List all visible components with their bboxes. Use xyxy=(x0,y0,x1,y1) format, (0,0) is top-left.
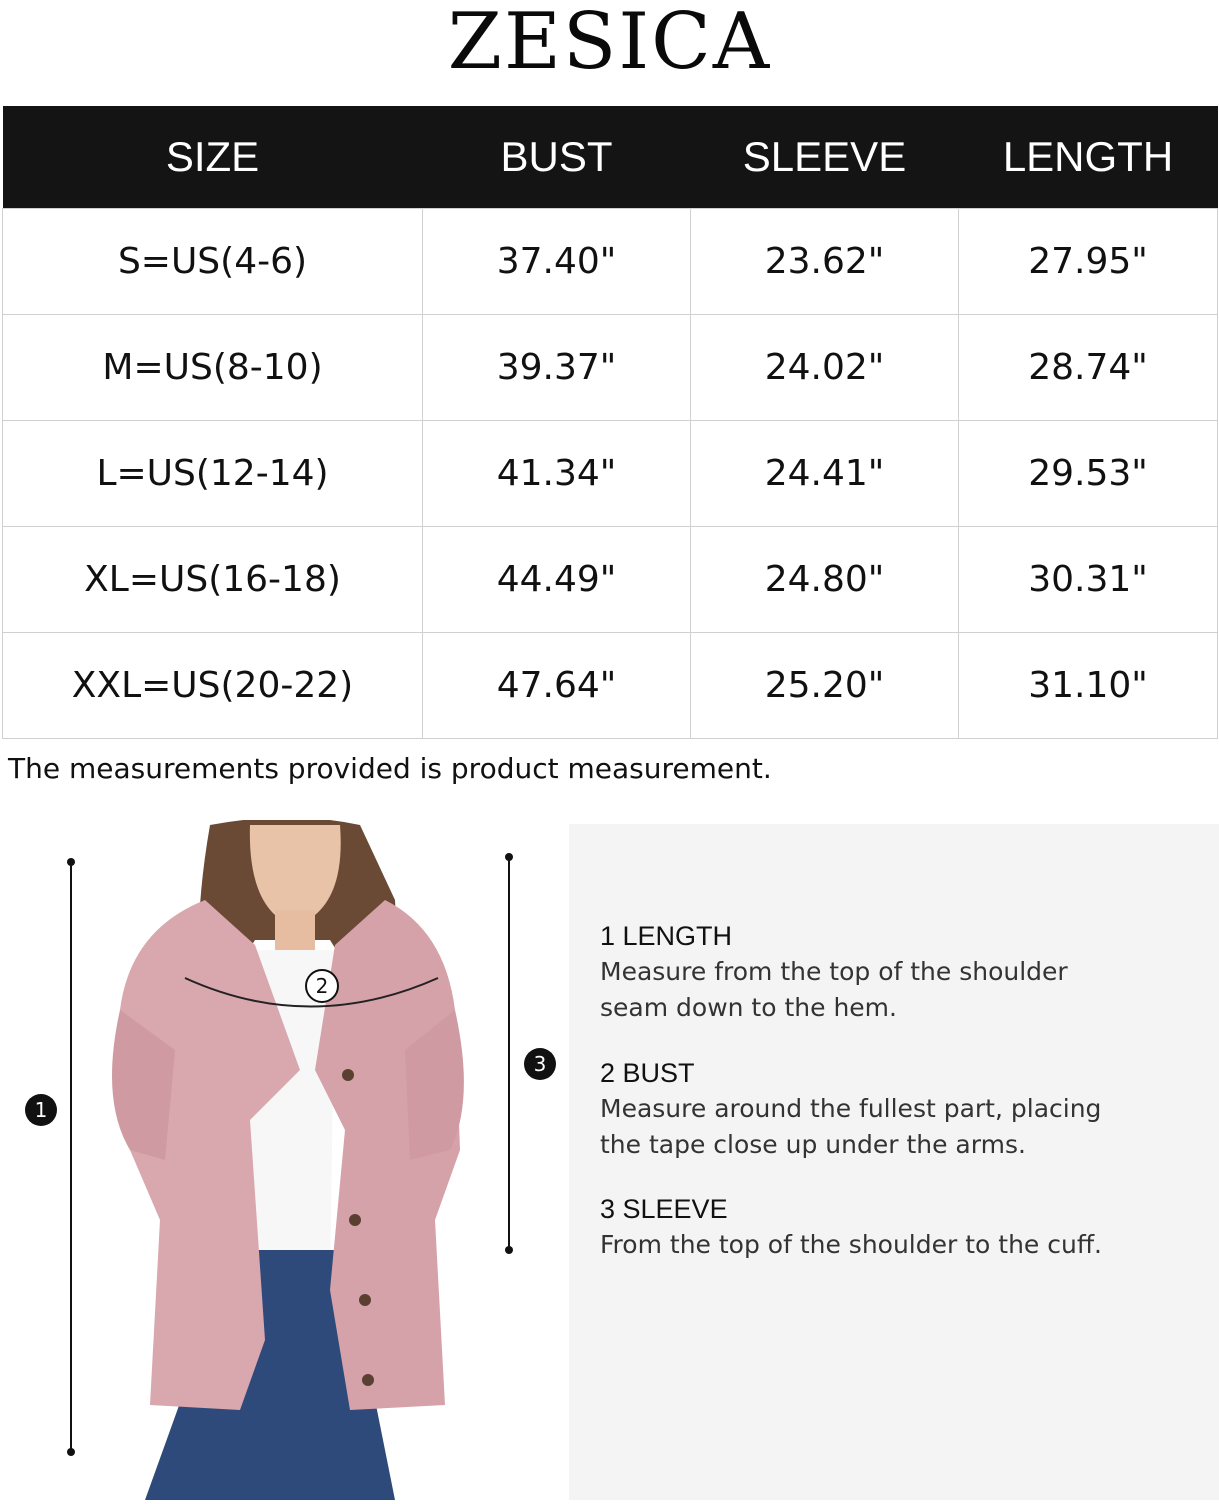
sleeve-guide xyxy=(600,1191,1102,1263)
header-bust: BUST xyxy=(423,106,691,209)
button-shape xyxy=(342,1069,354,1081)
length-guide-text-2: seam down to the hem. xyxy=(600,993,897,1022)
bust-guide-text-1: Measure around the fullest part, placing xyxy=(600,1094,1102,1123)
table-row xyxy=(3,633,1218,739)
sleeve-line-end xyxy=(505,853,513,861)
length-guide-text-1: Measure from the top of the shoulder xyxy=(600,957,1068,986)
length-line-end xyxy=(67,858,75,866)
length-cell: 31.10" xyxy=(959,633,1218,739)
length-line-end xyxy=(67,1448,75,1456)
bust-cell: 37.40" xyxy=(423,209,691,315)
sleeve-marker: 3 xyxy=(524,1048,556,1080)
neck-shape xyxy=(275,910,315,950)
sleeve-cell: 23.62" xyxy=(691,209,959,315)
size-cell: S=US(4-6) xyxy=(3,209,423,315)
length-guide-title: 1 LENGTH xyxy=(600,921,733,951)
bust-guide-title: 2 BUST xyxy=(600,1058,695,1088)
length-cell: 29.53" xyxy=(959,421,1218,527)
length-marker: 1 xyxy=(25,1094,57,1126)
bust-marker: 2 xyxy=(305,969,339,1003)
bust-cell: 39.37" xyxy=(423,315,691,421)
header-size: SIZE xyxy=(3,106,423,209)
sleeve-cell: 24.80" xyxy=(691,527,959,633)
table-row xyxy=(3,421,1218,527)
length-cell: 27.95" xyxy=(959,209,1218,315)
bust-cell: 44.49" xyxy=(423,527,691,633)
model-photo-panel xyxy=(0,820,565,1500)
sleeve-cell: 25.20" xyxy=(691,633,959,739)
header-sleeve: SLEEVE xyxy=(691,106,959,209)
table-row xyxy=(3,315,1218,421)
length-guide xyxy=(600,918,1068,1026)
bust-cell: 47.64" xyxy=(423,633,691,739)
bust-guide xyxy=(600,1055,1101,1163)
brand-logo: ZESICA xyxy=(447,0,772,87)
sleeve-guide-title: 3 SLEEVE xyxy=(600,1194,728,1224)
size-cell: M=US(8-10) xyxy=(3,315,423,421)
measurement-note: The measurements provided is product measurement. xyxy=(8,752,772,785)
size-chart-table xyxy=(2,106,1218,739)
model-illustration xyxy=(0,820,565,1500)
bust-guide-text-2: the tape close up under the arms. xyxy=(600,1130,1026,1159)
button-shape xyxy=(349,1214,361,1226)
size-cell: XL=US(16-18) xyxy=(3,527,423,633)
table-row xyxy=(3,527,1218,633)
table-header-row xyxy=(3,106,1218,209)
header-length: LENGTH xyxy=(959,106,1218,209)
size-cell: XXL=US(20-22) xyxy=(3,633,423,739)
length-cell: 30.31" xyxy=(959,527,1218,633)
bust-cell: 41.34" xyxy=(423,421,691,527)
button-shape xyxy=(362,1374,374,1386)
sleeve-cell: 24.41" xyxy=(691,421,959,527)
table-row xyxy=(3,209,1218,315)
sleeve-cell: 24.02" xyxy=(691,315,959,421)
length-cell: 28.74" xyxy=(959,315,1218,421)
sleeve-guide-text-1: From the top of the shoulder to the cuff. xyxy=(600,1230,1103,1259)
size-cell: L=US(12-14) xyxy=(3,421,423,527)
button-shape xyxy=(359,1294,371,1306)
sleeve-line-end xyxy=(505,1246,513,1254)
measurement-guide-panel xyxy=(569,824,1219,1500)
